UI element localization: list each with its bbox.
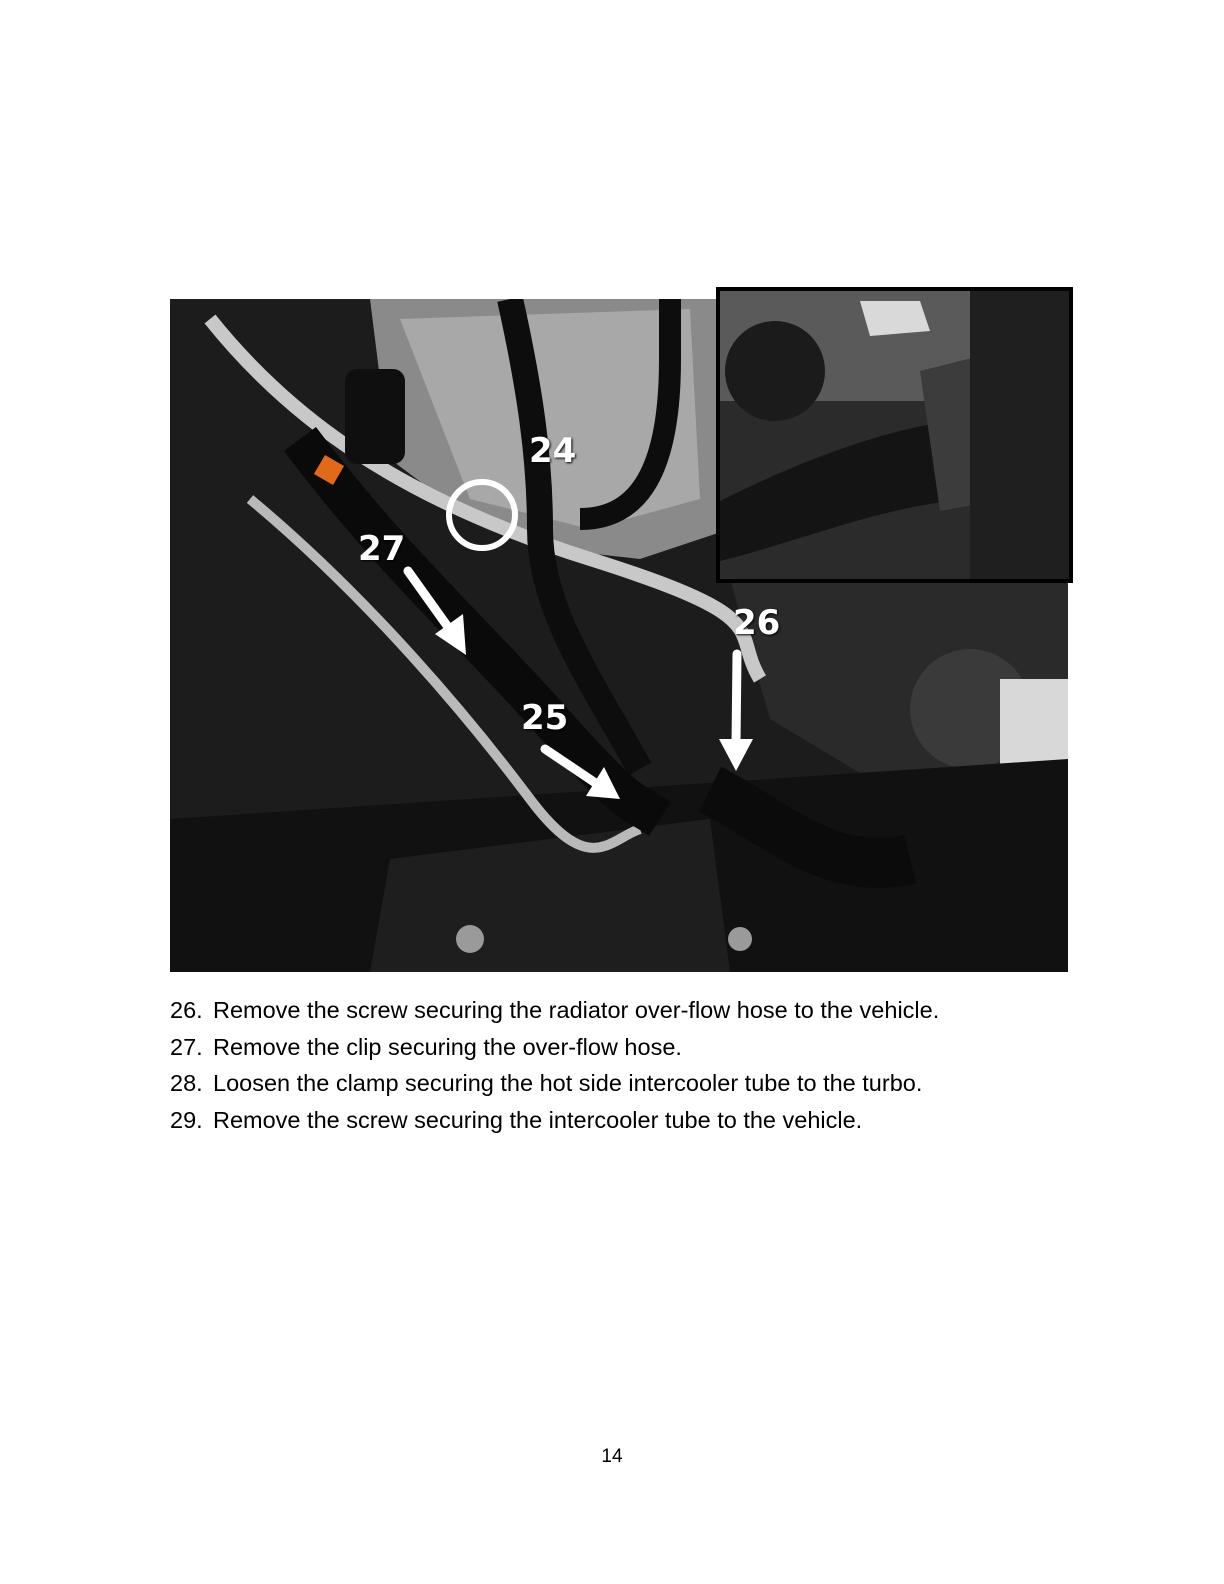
step-text: Remove the clip securing the over-flow hose. xyxy=(213,1033,682,1060)
callout-27: 27 xyxy=(358,529,406,569)
step-number: 27. xyxy=(170,1033,203,1060)
list-item xyxy=(170,1029,1070,1066)
callout-25: 25 xyxy=(521,698,569,738)
step-number: 29. xyxy=(170,1107,203,1134)
instruction-steps xyxy=(170,992,1070,1139)
inset-detail-photo xyxy=(716,287,1073,583)
callout-26: 26 xyxy=(733,603,781,643)
step-number: 28. xyxy=(170,1070,203,1097)
list-item xyxy=(170,1065,1070,1102)
callout-24: 24 xyxy=(529,431,577,471)
list-item xyxy=(170,992,1070,1029)
list-item xyxy=(170,1102,1070,1139)
step-text: Loosen the clamp securing the hot side intercooler tube to the turbo. xyxy=(213,1070,923,1097)
step-text: Remove the screw securing the radiator over-flow hose to the vehicle. xyxy=(213,997,940,1023)
step-text: Remove the screw securing the intercooler tube to the vehicle. xyxy=(213,1107,863,1134)
page-number: 14 xyxy=(601,1446,623,1467)
step-number: 26. xyxy=(170,997,203,1023)
